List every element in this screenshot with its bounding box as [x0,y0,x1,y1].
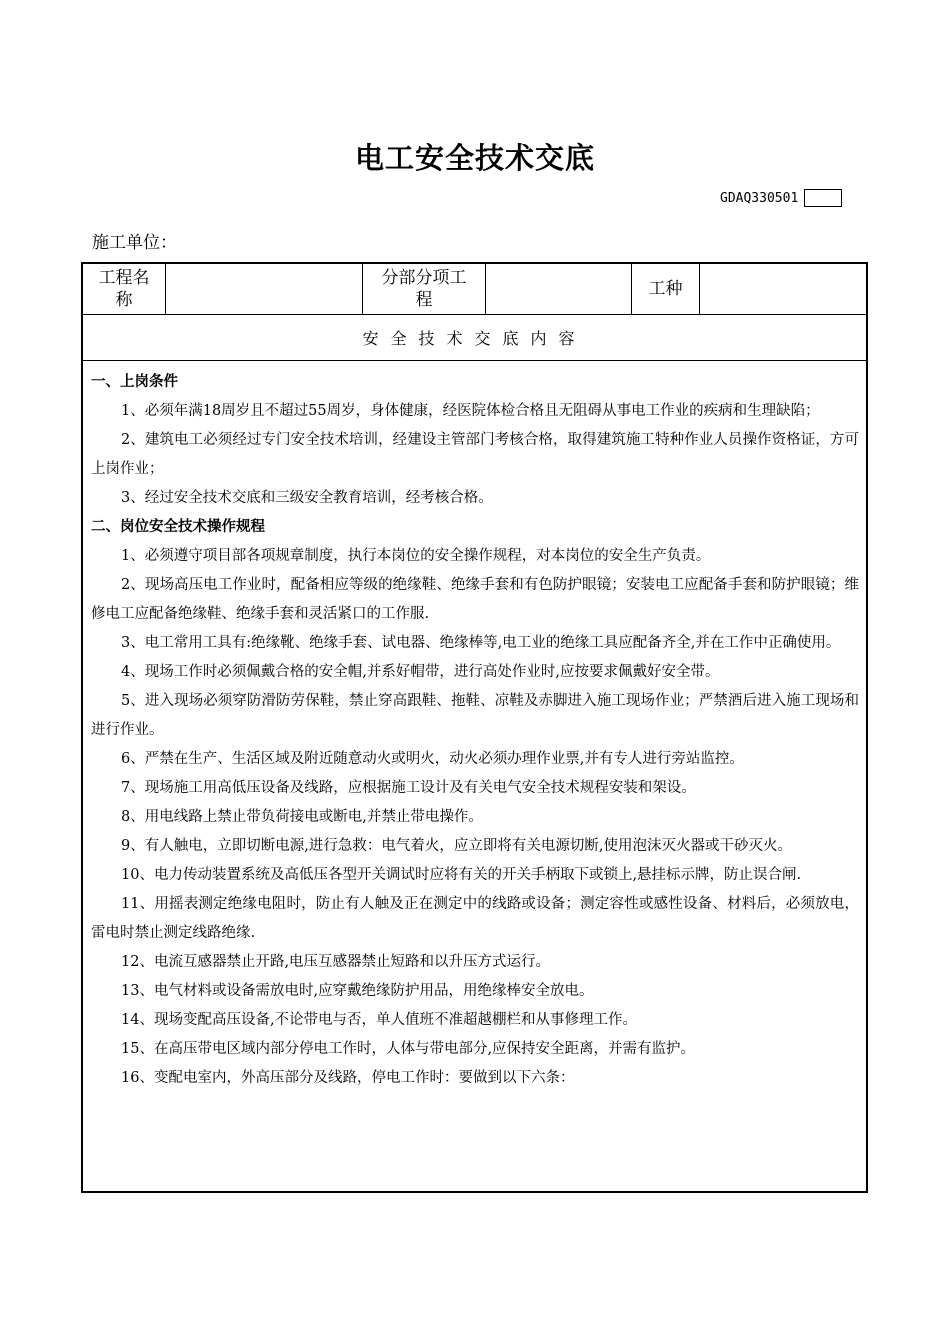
table-header-row [83,264,866,315]
list-item: 13、电气材料或设备需放电时,应穿戴绝缘防护用品，用绝缘棒安全放电。 [121,983,594,999]
list-item: 4、现场工作时必须佩戴合格的安全帽,并系好帽带，进行高处作业时,应按要求佩戴好安全带。 [121,664,720,680]
list-item: 8、用电线路上禁止带负荷接电或断电,并禁止带电操作。 [121,809,483,825]
document-code-row [720,188,842,208]
list-item: 3、经过安全技术交底和三级安全教育培训，经考核合格。 [121,490,493,506]
section-heading: 一、上岗条件 [91,374,178,390]
list-item: 6、严禁在生产、生活区域及附近随意动火或明火，动火必须办理作业票,并有专人进行旁站监控。 [121,751,744,767]
list-item: 1、必须遵守项目部各项规章制度，执行本岗位的安全操作规程，对本岗位的安全生产负责。 [121,548,711,564]
list-item: 3、电工常用工具有:绝缘靴、绝缘手套、试电器、绝缘棒等,电工业的绝缘工具应配备齐全,并在工作中正确使用。 [121,635,841,651]
document-code-box[interactable] [804,189,842,207]
section-heading: 二、岗位安全技术操作规程 [91,519,265,535]
list-item: 9、有人触电，立即切断电源,进行急救：电气着火，应立即将有关电源切断,使用泡沫灭火器或干砂灭火。 [121,838,792,854]
list-item: 2、建筑电工必须经过专门安全技术培训，经建设主管部门考核合格，取得建筑施工特种作业人员操作资格证，方可上岗作业； [91,432,859,477]
subproject-label: 分部分项工程 [381,268,467,310]
list-item: 7、现场施工用高低压设备及线路，应根据施工设计及有关电气安全技术规程安装和架设。 [121,780,696,796]
project-name-value[interactable] [166,264,362,314]
list-item: 12、电流互感器禁止开路,电压互感器禁止短路和以升压方式运行。 [121,954,551,970]
work-type-label: 工种 [648,279,683,299]
construction-unit-label: 施工单位： [92,233,177,253]
list-item: 15、在高压带电区域内部分停电工作时，人体与带电部分,应保持安全距离，并需有监护。 [121,1041,696,1057]
list-item: 16、变配电室内，外高压部分及线路，停电工作时：要做到以下六条： [121,1070,575,1086]
list-item: 1、必须年满18周岁且不超过55周岁，身体健康，经医院体检合格且无阻碍从事电工作业的疾病和生理缺陷； [121,403,820,419]
list-item: 5、进入现场必须穿防滑防劳保鞋，禁止穿高跟鞋、拖鞋、凉鞋及赤脚进入施工现场作业；严禁酒后进入施工现场和进行作业。 [91,693,859,738]
section-title: 安全技术交底内容 [83,314,866,361]
work-type-value[interactable] [700,264,866,314]
document-code: GDAQ330501 [720,190,799,206]
list-item: 14、现场变配高压设备,不论带电与否，单人值班不准超越棚栏和从事修理工作。 [121,1012,638,1028]
disclosure-table [81,262,868,1193]
list-item: 11、用摇表测定绝缘电阻时，防止有人触及正在测定中的线路或设备；测定容性或感性设备、材料后，必须放电，雷电时禁止测定线路绝缘. [91,896,859,941]
project-name-label: 工程名称 [98,268,150,310]
subproject-value[interactable] [486,264,631,314]
document-title: 电工安全技术交底 [354,141,595,175]
list-item: 10、电力传动装置系统及高低压各型开关调试时应将有关的开关手柄取下或锁上,悬挂标示牌，防止误合闸. [121,867,802,883]
list-item: 2、现场高压电工作业时，配备相应等级的绝缘鞋、绝缘手套和有色防护眼镜；安装电工应配备手套和防护眼镜；维修电工应配备绝缘鞋、绝缘手套和灵活紧口的工作服. [91,577,859,622]
disclosure-content [91,368,859,1093]
